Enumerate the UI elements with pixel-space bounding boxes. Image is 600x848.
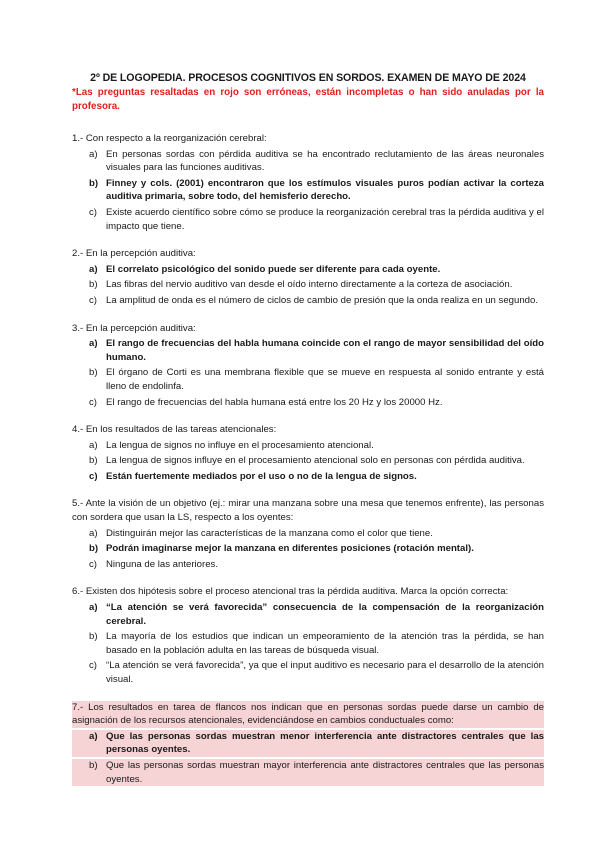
option-letter: a)	[89, 730, 98, 742]
option-letter: a)	[89, 439, 98, 451]
option-a	[72, 527, 544, 541]
option-letter: b)	[89, 631, 98, 643]
option-letter: b)	[89, 543, 99, 555]
option-letter: c)	[89, 294, 97, 306]
option-text: En personas sordas con pérdida auditiva se ha encontrado reclutamiento de las áreas neuronales visuales para las funciones auditivas.	[106, 148, 544, 174]
option-c	[72, 294, 544, 308]
option-text: El correlato psicológico del sonido puede ser diferente para cada oyente.	[106, 263, 441, 275]
question-stem: 6.- Existen dos hipótesis sobre el proceso atencional tras la pérdida auditiva. Marca la opción correcta:	[72, 586, 509, 598]
option-text: Que las personas sordas muestran mayor interferencia ante distractores centrales que las personas oyentes.	[106, 759, 544, 785]
option-letter: c)	[89, 396, 97, 408]
option-letter: c)	[89, 470, 98, 482]
option-letter: b)	[89, 367, 98, 379]
question-4	[72, 423, 544, 483]
option-text: “La atención se verá favorecida” consecuencia de la compensación de la reorganización cerebral.	[106, 602, 544, 627]
option-a	[72, 730, 544, 757]
option-letter: a)	[89, 527, 98, 539]
question-7	[72, 701, 544, 787]
option-text: La lengua de signos influye en el procesamiento atencional solo en personas con pérdida auditiva.	[106, 455, 525, 467]
option-letter: b)	[89, 279, 98, 291]
option-text: El órgano de Corti es una membrana flexible que se mueve en respuesta al sonido entrante y está lleno de endolinfa.	[106, 367, 544, 392]
question-stem: 5.- Ante la visión de un objetivo (ej.: mirar una manzana sobre una mesa que tenemos enfrente), las personas con sordera que usan la LS, respecto a los oyentes:	[72, 498, 544, 524]
option-b	[72, 542, 544, 556]
option-letter: b)	[89, 759, 98, 771]
option-text: Podrán imaginarse mejor la manzana en diferentes posiciones (rotación mental).	[106, 543, 474, 555]
option-text: Distinguirán mejor las características de la manzana como el color que tiene.	[106, 527, 433, 539]
question-stem: 7.- Los resultados en tarea de flancos nos indican que en personas sordas puede darse un cambio de asignación de los recursos atencionales, evidenciándose en cambios conductuales como:	[72, 701, 544, 727]
option-b	[72, 630, 544, 657]
option-text: El rango de frecuencias del habla humana coincide con el rango de mayor sensibilidad del oído humano.	[106, 338, 544, 363]
option-b	[72, 278, 544, 292]
option-text: Ninguna de las anteriores.	[106, 558, 218, 570]
option-letter: c)	[89, 206, 97, 218]
option-text: Están fuertemente mediados por el uso o no de la lengua de signos.	[106, 470, 417, 482]
option-text: Existe acuerdo científico sobre cómo se produce la reorganización cerebral tras la pérdida auditiva y el impacto que tiene.	[106, 206, 544, 232]
option-b	[72, 177, 544, 204]
option-a	[72, 337, 544, 364]
option-letter: b)	[89, 177, 99, 189]
option-c	[72, 558, 544, 572]
question-1	[72, 132, 544, 233]
option-c	[72, 659, 544, 686]
option-text: La lengua de signos no influye en el procesamiento atencional.	[106, 439, 374, 451]
question-stem: 4.- En los resultados de las tareas atencionales:	[72, 424, 277, 436]
question-3	[72, 322, 544, 410]
question-5	[72, 497, 544, 571]
option-b	[72, 454, 544, 468]
option-letter: a)	[89, 602, 98, 614]
question-2	[72, 247, 544, 307]
option-letter: a)	[89, 148, 98, 160]
option-text: “La atención se verá favorecida”, ya que el input auditivo es necesario para el desarrollo de la atención visual.	[106, 660, 544, 685]
option-text: Las fibras del nervio auditivo van desde el oído interno directamente a la corteza de asociación.	[106, 279, 513, 291]
option-c	[72, 206, 544, 233]
option-text: Que las personas sordas muestran menor interferencia ante distractores centrales que las personas oyentes.	[106, 730, 544, 756]
question-stem: 1.- Con respecto a la reorganización cerebral:	[72, 133, 267, 144]
exam-title: 2º DE LOGOPEDIA. PROCESOS COGNITIVOS EN SORDOS. EXAMEN DE MAYO DE 2024	[90, 72, 526, 84]
option-a	[72, 148, 544, 175]
option-text: La mayoría de los estudios que indican un empeoramiento de la atención tras la pérdida, se han basado en la población adulta en las tareas de búsqueda visual.	[106, 631, 544, 656]
option-c	[72, 470, 544, 484]
option-letter: c)	[89, 660, 97, 672]
question-6	[72, 585, 544, 686]
option-letter: c)	[89, 558, 97, 570]
option-text: Finney y cols. (2001) encontraron que los estímulos visuales puros podían activar la corteza auditiva primaria, sobre todo, del hemisferio derecho.	[106, 177, 544, 203]
option-text: La amplitud de onda es el número de ciclos de cambio de presión que la onda realiza en un segundo.	[106, 294, 539, 306]
errata-note: *Las preguntas resaltadas en rojo son erróneas, están incompletas o han sido anuladas por la profesora.	[72, 87, 544, 112]
option-letter: a)	[89, 263, 98, 275]
question-stem: 3.- En la percepción auditiva:	[72, 322, 196, 334]
option-a	[72, 439, 544, 453]
option-a	[72, 263, 544, 277]
option-text: El rango de frecuencias del habla humana está entre los 20 Hz y los 20000 Hz.	[106, 396, 443, 408]
option-b	[72, 759, 544, 786]
option-b	[72, 366, 544, 393]
option-c	[72, 396, 544, 410]
option-a	[72, 601, 544, 628]
question-stem: 2.- En la percepción auditiva:	[72, 248, 196, 260]
option-letter: a)	[89, 338, 98, 350]
option-letter: b)	[89, 455, 98, 467]
